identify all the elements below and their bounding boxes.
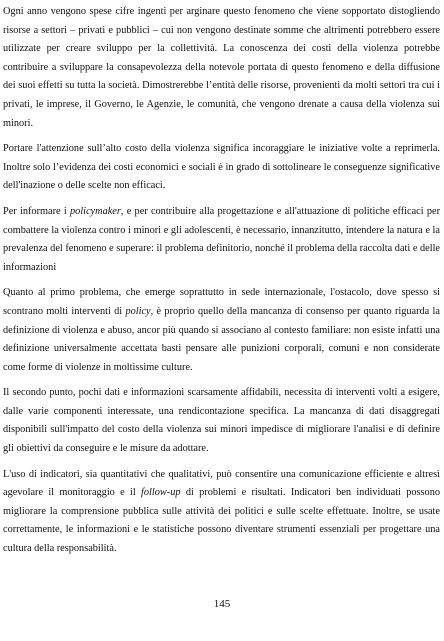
paragraph-text: Portare l'attenzione sull’alto costo della violenza significa incoraggiare le iniziative volte a reprimerla. Inoltre solo l’evidenza dei costi economici e sociali è in grado di sottolineare le conseguenze significative dell'inazione o delle scelte non efficaci.	[3, 143, 440, 192]
paragraph-text: , è proprio quello della mancanza di consenso per quanto riguarda la definizione di violenza e abuso, ancor più quando si associano al contesto familiare: non esiste infatti una definizione universalmente accettata basti pensare alle punizioni corporali, comuni e non considerate come forme di violenze in moltissime culture.	[3, 305, 440, 373]
paragraph-policymaker	[3, 203, 440, 277]
paragraph-text: di problemi e risultati. Indicatori ben individuati possono migliorare la comprensione pubblica sulle attività dei politici e sulle scelte effettuate. Inoltre, se usate correttamente, le informazioni e le statistiche possono diventare strumenti essenziali per progettare una cultura della responsabilità.	[3, 487, 440, 555]
italic-term: follow-up	[141, 487, 181, 499]
italic-term: policymaker	[69, 205, 121, 217]
paragraph-attention	[3, 140, 440, 196]
page-number: 145	[213, 598, 231, 610]
paragraph-text: Per informare i	[3, 205, 70, 217]
paragraph-text: L'uso di indicatori, sia quantitativi che qualitativi, può consentire una comunicazione efficiente e altresì agevolare il monitoraggio e il	[3, 468, 440, 499]
paragraph-text: Ogni anno vengono spese cifre ingenti per arginare questo fenomeno che viene sopportato distogliendo risorse a settori – privati e pubblici – cui non vengono destinate somme che altrimenti potrebbero essere utilizzate per creare sviluppo per la collettività. La conoscenza dei costi della violenza potrebbe contribuire a sviluppare la consapevolezza della notevole portata di questo fenomeno e della diffusione dei suoi effetti su tutta la società. Dimostrerebbe l’entità delle risorse, provenienti da molti settori tra cui i privati, le imprese, il Governo, le Agenzie, le comunità, che vengono drenate a causa della violenza sui minori.	[3, 6, 440, 129]
italic-term: policy	[125, 305, 151, 317]
paragraph-text: Il secondo punto, pochi dati e informazioni scarsamente affidabili, necessita di interventi volti a esigere, dalle varie componenti interessate, una rendicontazione specifica. La mancanza di dati disaggregati disponibili sull'impatto del costo della violenza sui minori impedisce di migliorare l'analisi e di definire gli obiettivi da conseguire e le misure da adottare.	[3, 387, 440, 455]
paragraph-first-problem	[3, 284, 440, 377]
paragraph-indicators	[3, 466, 440, 559]
paragraph-second-point	[3, 384, 440, 458]
paragraph-costs	[3, 3, 440, 133]
paragraph-text: Quanto al primo problema, che emerge soprattutto in sede internazionale, l'ostacolo, dove spesso si scontrano molti interventi di	[3, 287, 440, 317]
paragraph-text: , e per contribuire alla progettazione e all'attuazione di politiche efficaci per combattere la violenza contro i minori e gli adolescenti, è necessario, innanzitutto, intendere la natura e la prevalenza del fenomeno e superare: il problema definitorio, nonché il problema della raccolta dati e delle informazioni	[3, 205, 440, 273]
